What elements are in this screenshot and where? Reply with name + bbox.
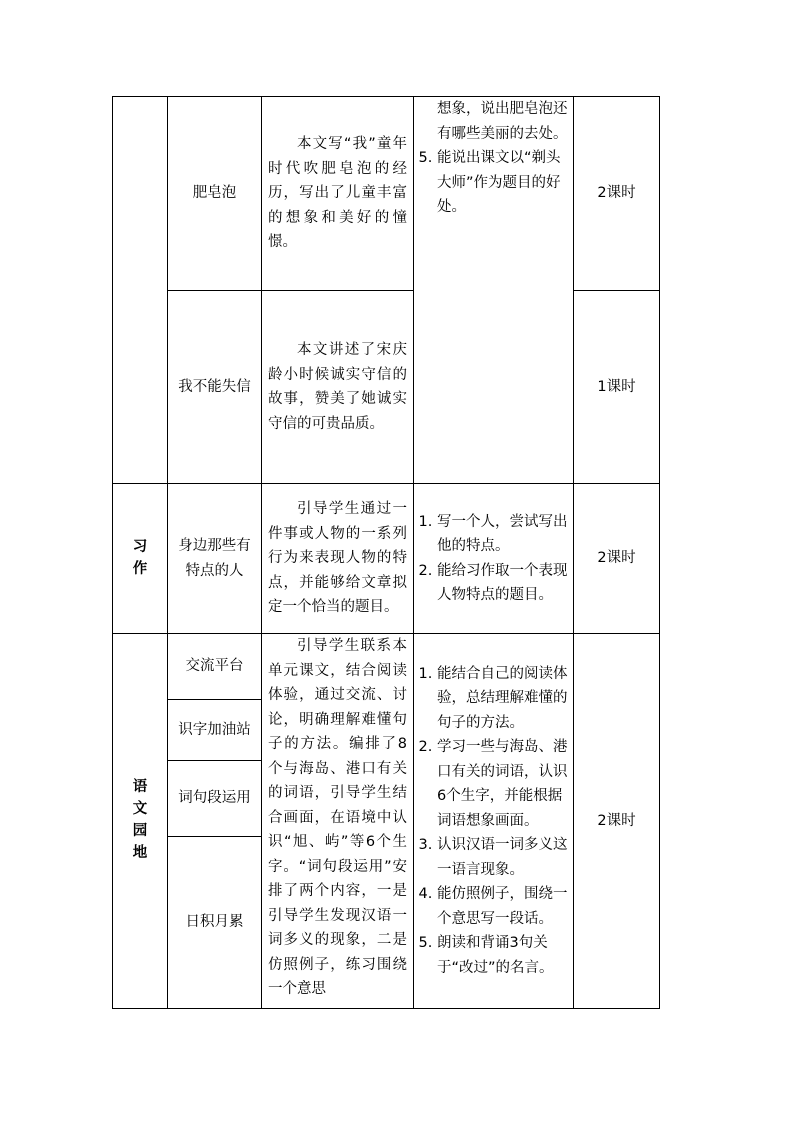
- lesson-goals: [414, 484, 574, 634]
- table-row: [113, 484, 660, 634]
- goal-item: 4. 能仿照例子，围绕一个意思写一段话。: [437, 882, 569, 931]
- unit-cell: [113, 484, 168, 634]
- goal-item: 5. 能说出课文以“剃头大师”作为题目的好处。: [437, 146, 569, 220]
- content-text: 引导学生联系本单元课文，结合阅读体验，通过交流、讨论，明确理解难懂句子的方法。编排了8个与海岛、港口有关的词语，引导学生结合画面，在语境中认识“旭、屿”等6个生字。“词句段运用”安排了两个内容，一是引导学生发现汉语一词多义的现象，二是仿照例子，练习围绕一个意思: [268, 638, 407, 997]
- lesson-plan-table: [112, 96, 660, 1009]
- content-text: 引导学生通过一件事或人物的一系列行为来表现人物的特点，并能够给文章拟定一个恰当的题目。: [268, 501, 407, 616]
- goal-item: 2. 学习一些与海岛、港口有关的词语，认识6个生字，并能根据词语想象画面。: [437, 735, 569, 833]
- unit-char: 习: [132, 538, 148, 555]
- table-row: [113, 97, 660, 291]
- unit-char: 语: [132, 779, 148, 796]
- lesson-title: 识字加油站: [168, 700, 262, 761]
- goal-list: [420, 510, 569, 608]
- lesson-content: [262, 97, 414, 291]
- lesson-content: [262, 484, 414, 634]
- lesson-hours: 2课时: [574, 97, 660, 291]
- lesson-title: 词句段运用: [168, 761, 262, 837]
- lesson-content: [262, 291, 414, 484]
- unit-char: 园: [132, 823, 148, 840]
- lesson-title: 肥皂泡: [168, 97, 262, 291]
- lesson-title: 日积月累: [168, 837, 262, 1009]
- goal-item: 3. 认识汉语一词多义这一语言现象。: [437, 833, 569, 882]
- lesson-title: 交流平台: [168, 634, 262, 700]
- lesson-title-text: 身边那些有特点的人: [178, 538, 251, 579]
- content-text: 本文讲述了宋庆龄小时候诚实守信的故事，赞美了她诚实守信的可贵品质。: [268, 342, 407, 432]
- table-row: [113, 634, 660, 700]
- goal-item: 1. 写一个人，尝试写出他的特点。: [437, 510, 569, 559]
- lesson-hours: 2课时: [574, 484, 660, 634]
- goal-item: 2. 能给习作取一个表现人物特点的题目。: [437, 559, 569, 608]
- lesson-goals: [414, 634, 574, 1009]
- goal-list: [420, 146, 569, 220]
- lesson-content: [262, 634, 414, 1009]
- unit-cell: [113, 634, 168, 1009]
- unit-label: [133, 536, 148, 580]
- goal-continued: 想象，说出肥皂泡还有哪些美丽的去处。: [437, 101, 568, 142]
- table-row: [113, 291, 660, 484]
- unit-label: [133, 776, 148, 864]
- lesson-hours: 1课时: [574, 291, 660, 484]
- goal-list: [420, 662, 569, 981]
- unit-cell-empty: [113, 97, 168, 484]
- content-text: 本文写“我”童年时代吹肥皂泡的经历，写出了儿童丰富的想象和美好的憧憬。: [268, 136, 407, 251]
- unit-char: 文: [132, 801, 148, 818]
- lesson-hours: 2课时: [574, 634, 660, 1009]
- lesson-goals: [414, 97, 574, 484]
- unit-char: 地: [132, 845, 148, 862]
- goal-item: 5. 朗读和背诵3句关于“改过”的名言。: [437, 931, 569, 980]
- unit-char: 作: [132, 560, 148, 577]
- lesson-title: 我不能失信: [168, 291, 262, 484]
- lesson-title: [168, 484, 262, 634]
- goal-item: 1. 能结合自己的阅读体验，总结理解难懂的句子的方法。: [437, 662, 569, 736]
